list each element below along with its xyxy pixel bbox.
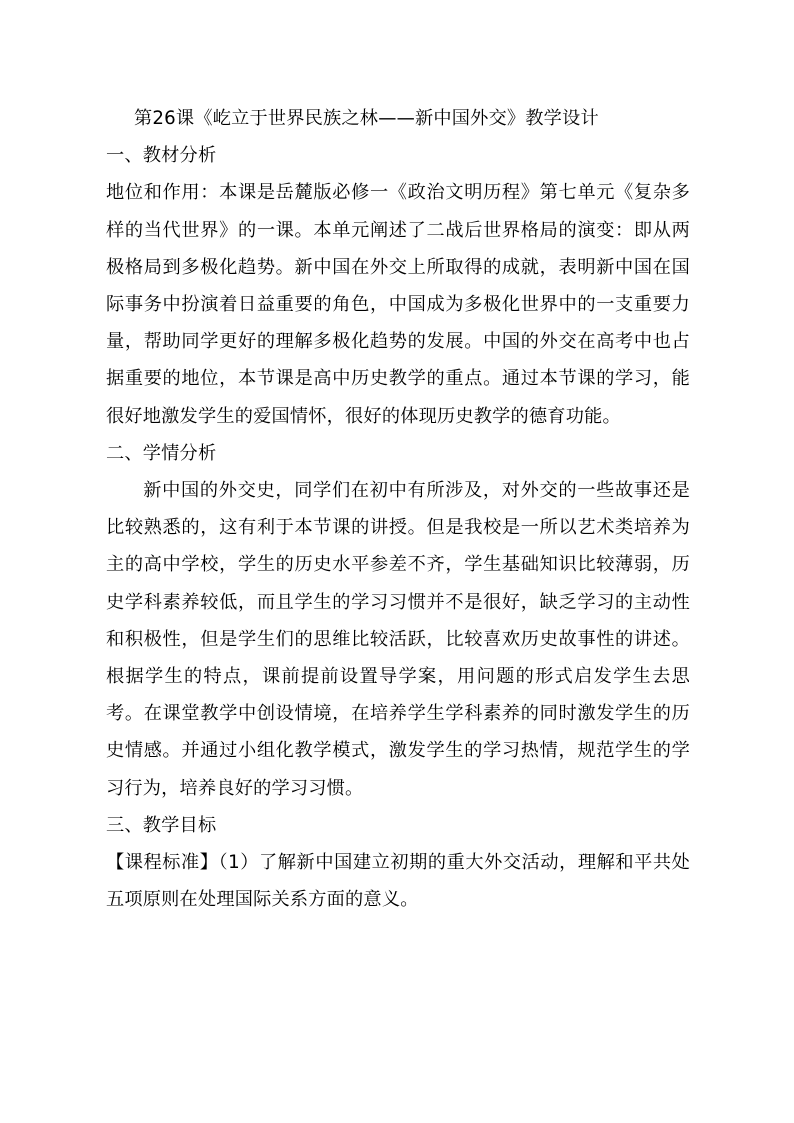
section-paragraph-textbook-analysis: 地位和作用：本课是岳麓版必修一《政治文明历程》第七单元《复杂多样的当代世界》的一课。本单元阐述了二战后世界格局的演变：即从两极格局到多极化趋势。新中国在外交上所取得的成就，表明新中国在国际事务中扮演着日益重要的角色，中国成为多极化世界中的一支重要力量，帮助同学更好的理解多极化趋势的发展。中国的外交在高考中也占据重要的地位，本节课是高中历史教学的重点。通过本节课的学习，能很好地激发学生的爱国情怀，很好的体现历史教学的德育功能。 [106,182,690,427]
section-heading-student-analysis: 二、学情分析 [106,442,217,464]
section-heading-teaching-objectives: 三、教学目标 [106,814,217,836]
section-heading-textbook-analysis: 一、教材分析 [106,145,217,167]
section-paragraph-teaching-objectives: 【课程标准】（1）了解新中国建立初期的重大外交活动，理解和平共处五项原则在处理国际关系方面的意义。 [106,852,690,911]
document-body [106,100,690,918]
document-title: 第26课《屹立于世界民族之林——新中国外交》教学设计 [134,108,599,129]
section-paragraph-student-analysis: 新中国的外交史，同学们在初中有所涉及，对外交的一些故事还是比较熟悉的，这有利于本节课的讲授。但是我校是一所以艺术类培养为主的高中学校，学生的历史水平参差不齐，学生基础知识比较薄弱，历史学科素养较低，而且学生的学习习惯并不是很好，缺乏学习的主动性和积极性，但是学生们的思维比较活跃，比较喜欢历史故事性的讲述。根据学生的特点，课前提前设置导学案，用问题的形式启发学生去思考。在课堂教学中创设情境，在培养学生学科素养的同时激发学生的历史情感。并通过小组化教学模式，激发学生的学习热情，规范学生的学习行为，培养良好的学习习惯。 [106,480,690,799]
